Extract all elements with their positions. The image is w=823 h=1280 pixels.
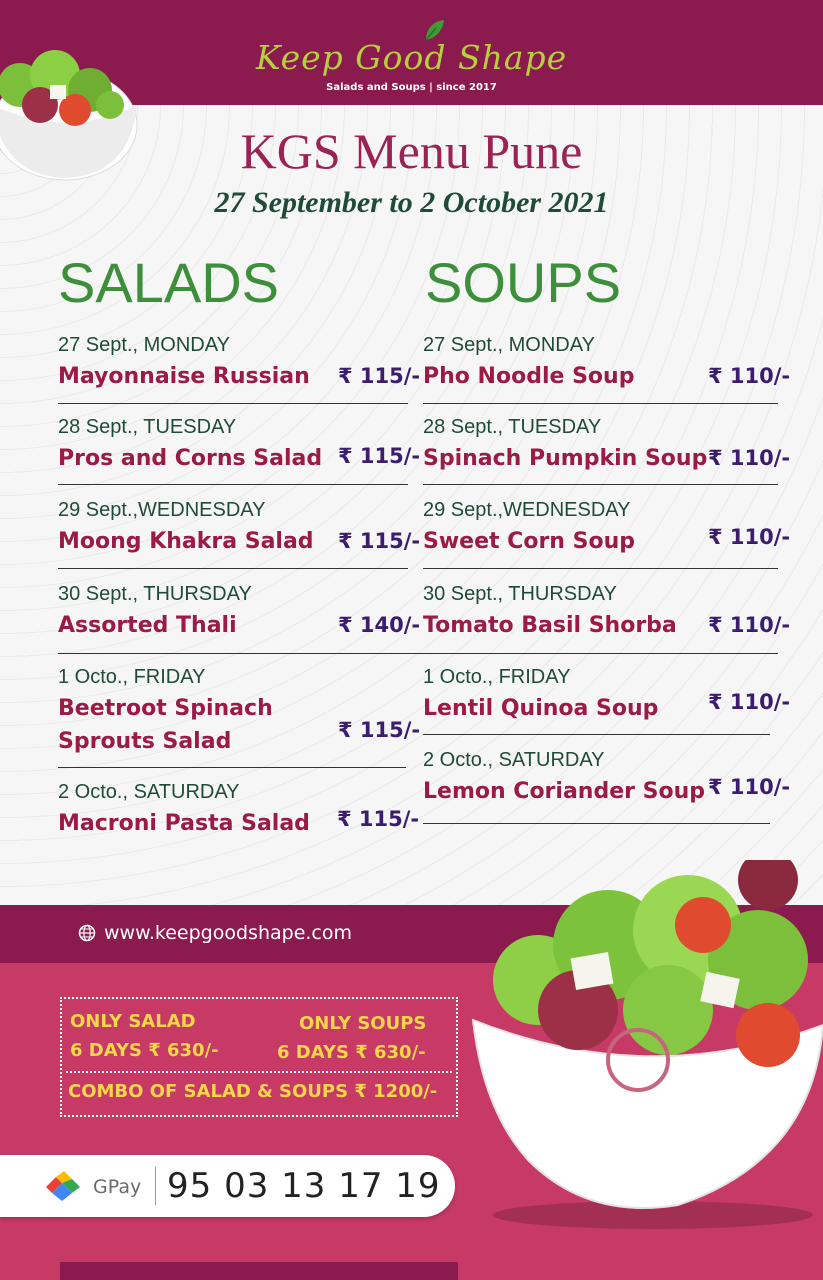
brand-tagline: Salads and Soups | since 2017 bbox=[326, 82, 497, 93]
salad-day: 1 Octo., FRIDAY bbox=[58, 666, 206, 688]
divider bbox=[423, 568, 778, 569]
salad-price: ₹ 140/- bbox=[338, 613, 421, 637]
salad-price: ₹ 115/- bbox=[337, 807, 420, 831]
soup-day: 30 Sept., THURSDAY bbox=[423, 583, 617, 605]
divider bbox=[58, 403, 408, 404]
salad-price: ₹ 115/- bbox=[338, 364, 421, 388]
soup-dish: Lentil Quinoa Soup bbox=[423, 696, 659, 721]
salad-item bbox=[58, 583, 421, 663]
date-range: 27 September to 2 October 2021 bbox=[214, 186, 609, 219]
soup-price: ₹ 110/- bbox=[708, 690, 791, 714]
soup-item bbox=[423, 416, 791, 496]
salad-dish: Mayonnaise Russian bbox=[58, 364, 310, 389]
soup-price: ₹ 110/- bbox=[708, 525, 791, 549]
soups-heading: SOUPS bbox=[425, 251, 622, 314]
soup-day: 1 Octo., FRIDAY bbox=[423, 666, 571, 688]
offer-only-soups: ONLY SOUPS bbox=[299, 1013, 427, 1034]
soup-price: ₹ 110/- bbox=[708, 775, 791, 799]
offer-divider bbox=[66, 1071, 452, 1073]
soup-price: ₹ 110/- bbox=[708, 613, 791, 637]
soup-dish: Tomato Basil Shorba bbox=[423, 613, 677, 638]
salad-dish: Macroni Pasta Salad bbox=[58, 811, 310, 836]
offer-combo: COMBO OF SALAD & SOUPS ₹ 1200/- bbox=[68, 1081, 438, 1102]
bottom-bar bbox=[60, 1262, 458, 1280]
divider bbox=[423, 734, 770, 735]
divider bbox=[423, 403, 778, 404]
salad-day: 30 Sept., THURSDAY bbox=[58, 583, 252, 605]
soup-day: 28 Sept., TUESDAY bbox=[423, 416, 602, 438]
gpay-divider bbox=[155, 1167, 156, 1205]
salad-dish: Moong Khakra Salad bbox=[58, 529, 314, 554]
salad-price: ₹ 115/- bbox=[338, 529, 421, 553]
salads-heading: SALADS bbox=[58, 251, 279, 314]
salad-day: 2 Octo., SATURDAY bbox=[58, 781, 240, 803]
salad-dish: Beetroot Spinach bbox=[58, 696, 273, 721]
gpay-label: GPay bbox=[93, 1176, 142, 1198]
salad-item bbox=[58, 666, 421, 776]
soup-day: 27 Sept., MONDAY bbox=[423, 334, 595, 356]
soup-item bbox=[423, 334, 791, 414]
soup-dish: Pho Noodle Soup bbox=[423, 364, 635, 389]
soup-day: 2 Octo., SATURDAY bbox=[423, 749, 605, 771]
soup-dish: Spinach Pumpkin Soup bbox=[423, 446, 708, 471]
website-text: www.keepgoodshape.com bbox=[104, 922, 353, 944]
soup-day: 29 Sept.,WEDNESDAY bbox=[423, 499, 631, 521]
divider bbox=[58, 767, 406, 768]
salad-day: 27 Sept., MONDAY bbox=[58, 334, 230, 356]
salad-bowl-image bbox=[468, 860, 823, 1235]
offer-salad-price: 6 DAYS ₹ 630/- bbox=[70, 1040, 219, 1061]
website-link[interactable] bbox=[78, 922, 352, 944]
salad-item bbox=[58, 416, 421, 496]
salad-item bbox=[58, 781, 420, 861]
divider bbox=[423, 484, 778, 485]
globe-icon bbox=[78, 924, 96, 942]
salad-item bbox=[58, 334, 421, 414]
salad-dish: Pros and Corns Salad bbox=[58, 446, 323, 471]
page-title: KGS Menu Pune bbox=[240, 123, 583, 179]
soup-price: ₹ 110/- bbox=[708, 446, 791, 470]
soup-item bbox=[423, 499, 791, 579]
soup-dish: Sweet Corn Soup bbox=[423, 529, 635, 554]
offer-soups-price: 6 DAYS ₹ 630/- bbox=[277, 1042, 426, 1063]
soup-item bbox=[423, 666, 791, 746]
divider bbox=[423, 823, 770, 824]
phone-number: 95 03 13 17 19 bbox=[167, 1166, 441, 1206]
salad-day: 28 Sept., TUESDAY bbox=[58, 416, 237, 438]
brand-logo: Keep Good Shape bbox=[255, 38, 568, 77]
salad-dish: Assorted Thali bbox=[58, 613, 237, 638]
salad-price: ₹ 115/- bbox=[338, 444, 421, 468]
soup-dish: Lemon Coriander Soup bbox=[423, 779, 706, 804]
soup-price: ₹ 110/- bbox=[708, 364, 791, 388]
divider bbox=[58, 484, 408, 485]
salad-price: ₹ 115/- bbox=[338, 718, 421, 742]
divider bbox=[58, 568, 408, 569]
salad-dish-line2: Sprouts Salad bbox=[58, 729, 232, 754]
soup-item bbox=[423, 749, 791, 829]
gpay-icon bbox=[42, 1169, 84, 1203]
salad-day: 29 Sept.,WEDNESDAY bbox=[58, 499, 266, 521]
gpay-contact[interactable] bbox=[0, 1155, 455, 1217]
offer-only-salad: ONLY SALAD bbox=[70, 1011, 196, 1032]
soup-item bbox=[423, 583, 791, 663]
salad-item bbox=[58, 499, 421, 579]
